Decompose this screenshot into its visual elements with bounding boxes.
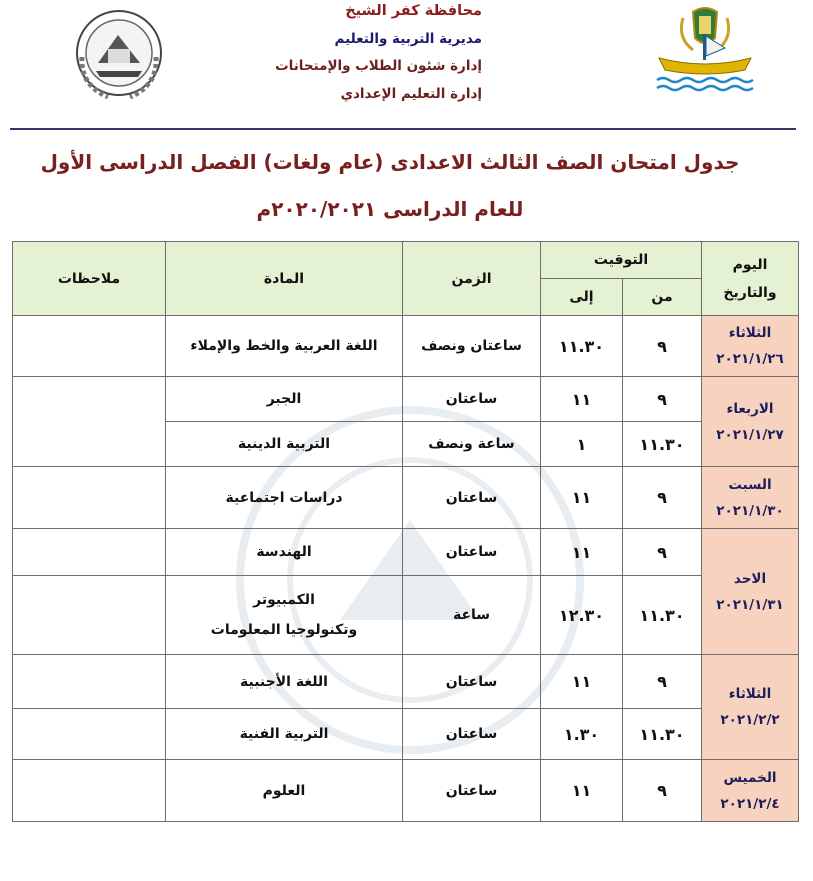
notes-cell bbox=[13, 709, 166, 760]
duration-cell: ساعتان bbox=[403, 467, 541, 529]
time-from: ٩ bbox=[623, 316, 702, 377]
table-row bbox=[13, 316, 799, 377]
day-date: ٢٠٢١/١/٢٧ bbox=[716, 426, 784, 443]
header-duration: الزمن bbox=[403, 242, 541, 316]
subject-cell: الجبر bbox=[166, 377, 403, 422]
subject-line-2: وتكنولوجيا المعلومات bbox=[210, 622, 358, 638]
day-date: ٢٠٢١/١/٣١ bbox=[716, 596, 784, 613]
day-name: الخميس bbox=[723, 769, 777, 786]
day-name: الاربعاء bbox=[726, 400, 774, 417]
time-from: ١١.٣٠ bbox=[623, 576, 702, 655]
time-to: ١ bbox=[541, 422, 623, 467]
duration-cell: ساعة ونصف bbox=[403, 422, 541, 467]
page-title: جدول امتحان الصف الثالث الاعدادى (عام ولغات) الفصل الدراسى الأول bbox=[40, 150, 740, 174]
duration-cell: ساعتان bbox=[403, 377, 541, 422]
directorate-seal-logo bbox=[68, 5, 170, 105]
notes-cell bbox=[13, 760, 166, 822]
header-date: والتاريخ bbox=[723, 284, 777, 301]
table-row bbox=[13, 760, 799, 822]
notes-cell bbox=[13, 576, 166, 655]
header-governorate: محافظة كفر الشيخ bbox=[345, 3, 482, 19]
table-row bbox=[13, 467, 799, 529]
header-day-date bbox=[702, 242, 799, 316]
duration-cell: ساعة bbox=[403, 576, 541, 655]
notes-cell bbox=[13, 529, 166, 576]
page-subtitle: للعام الدراسى ٢٠٢٠/٢٠٢١م bbox=[256, 197, 524, 221]
time-to: ١١ bbox=[541, 377, 623, 422]
header-to: إلى bbox=[541, 279, 623, 316]
header-subject: المادة bbox=[166, 242, 403, 316]
header-timing: التوقيت bbox=[541, 242, 702, 279]
time-from: ٩ bbox=[623, 529, 702, 576]
subject-cell bbox=[166, 576, 403, 655]
governorate-emblem-logo bbox=[653, 4, 757, 96]
time-to: ١١ bbox=[541, 655, 623, 709]
exam-schedule-table bbox=[12, 241, 799, 822]
subject-cell: التربية الفنية bbox=[166, 709, 403, 760]
subject-cell: اللغة الأجنبية bbox=[166, 655, 403, 709]
header-directorate: مديرية التربية والتعليم bbox=[334, 31, 482, 47]
time-to: ١.٣٠ bbox=[541, 709, 623, 760]
day-name: الاحد bbox=[733, 570, 767, 587]
subject-cell: التربية الدينية bbox=[166, 422, 403, 467]
duration-cell: ساعتان bbox=[403, 529, 541, 576]
header-divider bbox=[10, 128, 796, 130]
notes-cell bbox=[13, 377, 166, 467]
notes-cell bbox=[13, 316, 166, 377]
duration-cell: ساعتان bbox=[403, 709, 541, 760]
table-row bbox=[13, 709, 799, 760]
duration-cell: ساعتان ونصف bbox=[403, 316, 541, 377]
header-prep-education: إدارة التعليم الإعدادي bbox=[340, 86, 482, 102]
day-cell bbox=[702, 316, 799, 377]
day-cell bbox=[702, 760, 799, 822]
time-to: ١١.٣٠ bbox=[541, 316, 623, 377]
day-cell bbox=[702, 655, 799, 760]
subject-cell: دراسات اجتماعية bbox=[166, 467, 403, 529]
duration-cell: ساعتان bbox=[403, 760, 541, 822]
subject-cell: الهندسة bbox=[166, 529, 403, 576]
table-row bbox=[13, 576, 799, 655]
subject-cell: العلوم bbox=[166, 760, 403, 822]
header-notes: ملاحظات bbox=[13, 242, 166, 316]
notes-cell bbox=[13, 655, 166, 709]
time-from: ٩ bbox=[623, 377, 702, 422]
header-from: من bbox=[623, 279, 702, 316]
table-row bbox=[13, 655, 799, 709]
table-row bbox=[13, 377, 799, 422]
day-cell bbox=[702, 467, 799, 529]
time-from: ١١.٣٠ bbox=[623, 422, 702, 467]
day-date: ٢٠٢١/١/٣٠ bbox=[716, 502, 784, 519]
notes-cell bbox=[13, 467, 166, 529]
time-to: ١١ bbox=[541, 529, 623, 576]
day-cell bbox=[702, 377, 799, 467]
subject-cell: اللغة العربية والخط والإملاء bbox=[166, 316, 403, 377]
header-day: اليوم bbox=[732, 256, 768, 273]
table-row bbox=[13, 529, 799, 576]
time-from: ٩ bbox=[623, 467, 702, 529]
time-from: ٩ bbox=[623, 760, 702, 822]
time-from: ١١.٣٠ bbox=[623, 709, 702, 760]
subject-line-1: الكمبيوتر bbox=[253, 592, 315, 608]
time-from: ٩ bbox=[623, 655, 702, 709]
duration-cell: ساعتان bbox=[403, 655, 541, 709]
time-to: ١١ bbox=[541, 467, 623, 529]
time-to: ١١ bbox=[541, 760, 623, 822]
day-cell bbox=[702, 529, 799, 655]
day-date: ٢٠٢١/٢/٢ bbox=[720, 712, 780, 728]
seal-graphic-icon bbox=[68, 5, 170, 105]
day-date: ٢٠٢١/١/٢٦ bbox=[716, 351, 784, 367]
day-name: الثلاثاء bbox=[728, 686, 772, 702]
header-exams-department: إدارة شئون الطلاب والإمتحانات bbox=[275, 58, 482, 74]
day-date: ٢٠٢١/٢/٤ bbox=[720, 795, 780, 812]
day-name: السبت bbox=[728, 476, 772, 493]
time-to: ١٢.٣٠ bbox=[541, 576, 623, 655]
day-name: الثلاثاء bbox=[728, 325, 772, 341]
